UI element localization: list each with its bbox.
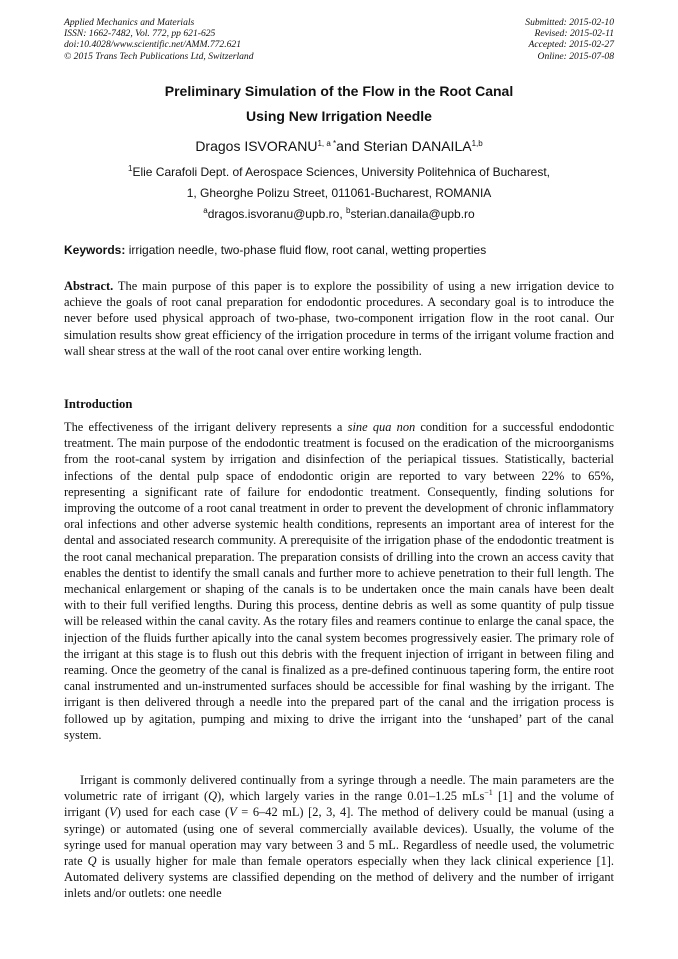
symbol-Q: Q [208, 789, 218, 804]
intro-p2-text-f: is usually higher for male than female operators especially when they lack clinical experience [1]. Automated delivery systems are classified depending on the method of delivery and the number of irrigant inlets and/or outlets: one needle [64, 854, 614, 901]
affiliation-line1 [0, 165, 678, 179]
symbol-V: V [109, 805, 117, 820]
journal-info [64, 17, 254, 62]
symbol-Q-2: Q [87, 854, 97, 869]
keywords-label: Keywords: [64, 243, 126, 257]
email-a[interactable]: dragos.isvoranu@upb.ro, [207, 207, 346, 221]
author-1-sup: 1, a * [317, 139, 337, 148]
intro-p2-text-a: Irrigant is commonly delivered continually from a syringe through a needle. The main parameters are the volumetric rate of irrigant ( [64, 773, 614, 804]
journal-copyright: © 2015 Trans Tech Publications Ltd, Switzerland [64, 50, 254, 62]
date-accepted: Accepted: 2015-02-27 [528, 39, 614, 51]
intro-p2-text-c: [1] and the volume of irrigant ( [64, 789, 615, 820]
email-a-sup: a [203, 206, 208, 215]
intro-p1-text-a: The effectiveness of the irrigant delivery represents a [64, 420, 348, 434]
date-submitted: Submitted: 2015-02-10 [525, 17, 614, 28]
intro-p1-text-b: condition for a successful endodontic treatment. The main purpose of the endodontic treatment is focused on the eradication of the microorganisms from the root-canal system by irrigation and disinfection of the periapical tissues. Statistically, bacterial infections of the dental pulp space of endodontic origin are reported to vary between 22% to 65%, representing a significant rate of failure for endodontic treatment. Consequently, finding solutions for improving the outcome of a root canal treatment in order to prevent the development of chronic inflammatory oral infections and other adverse systemic health conditions, represents an important area of interest for the dental and associated research community. A prerequisite of the irrigation phase of the endodontic treatment is the root canal mechanical preparation. The preparation consists of drilling into the crown an access cavity that enables the dentist to identify the small canals and further more to achieve penetration to their full length. The mechanical enlargement or shaping of the canals is to be undertaken once the main canals have been dealt with to their full verified lengths. During this process, dentine debris as well as some quantity of pulp tissue will be released within the canal cavity. As the rotary files and reamers continue to enlarge the canal space, the injection of the fluids further apically into the canal system becomes progressively easier. The primary role of the irrigant at this stage is to flush out this debris with the frequent injection of irrigant in between filing and reaming. Once the geometry of the canal is finalized as a pre-defined continuous tapering form, the entire root canal instrumented and un-instrumented surfaces should be accessible for final washing by the irrigant. The irrigant is then delivered through a needle into the prepared part of the canal and the irrigation process is followed up by agitation, pumping and mixing to drive the irrigant into the ‘unshaped’ part of the canal system. [64, 420, 615, 742]
intro-p1-italic: sine qua non [347, 420, 416, 434]
email-b-sup: b [346, 206, 351, 215]
journal-issn: ISSN: 1662-7482, Vol. 772, pp 621-625 [64, 28, 216, 40]
author-2: and Sterian DANAILA [336, 138, 472, 154]
publication-dates [525, 17, 614, 62]
journal-name: Applied Mechanics and Materials [64, 17, 195, 28]
date-revised: Revised: 2015-02-11 [534, 28, 614, 40]
keywords-text: irrigation needle, two-phase fluid flow, root canal, wetting properties [125, 243, 487, 257]
author-emails [0, 207, 678, 221]
abstract [64, 278, 614, 359]
author-2-sup: 1,b [471, 139, 483, 148]
symbol-V-2: V [229, 805, 237, 820]
abstract-text: The main purpose of this paper is to explore the possibility of using a new irrigation device to achieve the goals of root canal preparation for endodontic procedures. A secondary goal is to introduce the never before used physical approach of two-phase, two-component irrigation flow in the root canal. Our simulation results show great efficiency of the irrigation procedure in terms of the irrigant volume fraction and wall shear stress at the wall of the root canal over entire working length. [64, 279, 614, 358]
journal-doi: doi:10.4028/www.scientific.net/AMM.772.621 [64, 39, 242, 51]
intro-p2-text-d: ) used for each case ( [116, 805, 230, 820]
intro-p2-text-b: ), which largely varies in the range 0.01–1.25 mLs [217, 789, 485, 804]
affiliation-sup: 1 [128, 164, 133, 173]
email-b[interactable]: sterian.danaila@upb.ro [350, 207, 475, 221]
abstract-label: Abstract. [64, 279, 114, 293]
author-1: Dragos ISVORANU [195, 138, 318, 154]
paper-title-line2: Using New Irrigation Needle [246, 108, 432, 124]
intro-p2-text-e: = 6–42 mL) [2, 3, 4]. The method of delivery could be manual (using a syringe) or automated (using one of several commercially available devices). Usually, the volume of the syringe used for manual operation may vary between 3 and 5 mL. Regardless of needle used, the volumetric rate [64, 805, 614, 869]
paper-title-line1: Preliminary Simulation of the Flow in the Root Canal [164, 83, 514, 99]
affiliation-address: 1, Gheorghe Polizu Street, 011061-Bucharest, ROMANIA [186, 186, 492, 200]
section-heading-introduction: Introduction [64, 397, 133, 411]
intro-paragraph-1 [64, 419, 614, 743]
author-list [0, 138, 678, 154]
affiliation-dept: Elie Carafoli Dept. of Aerospace Sciences, University Politehnica of Bucharest, [132, 165, 550, 179]
keywords [64, 243, 614, 257]
date-online: Online: 2015-07-08 [537, 50, 614, 62]
intro-paragraph-2 [64, 772, 614, 902]
unit-exponent: −1 [484, 788, 493, 798]
